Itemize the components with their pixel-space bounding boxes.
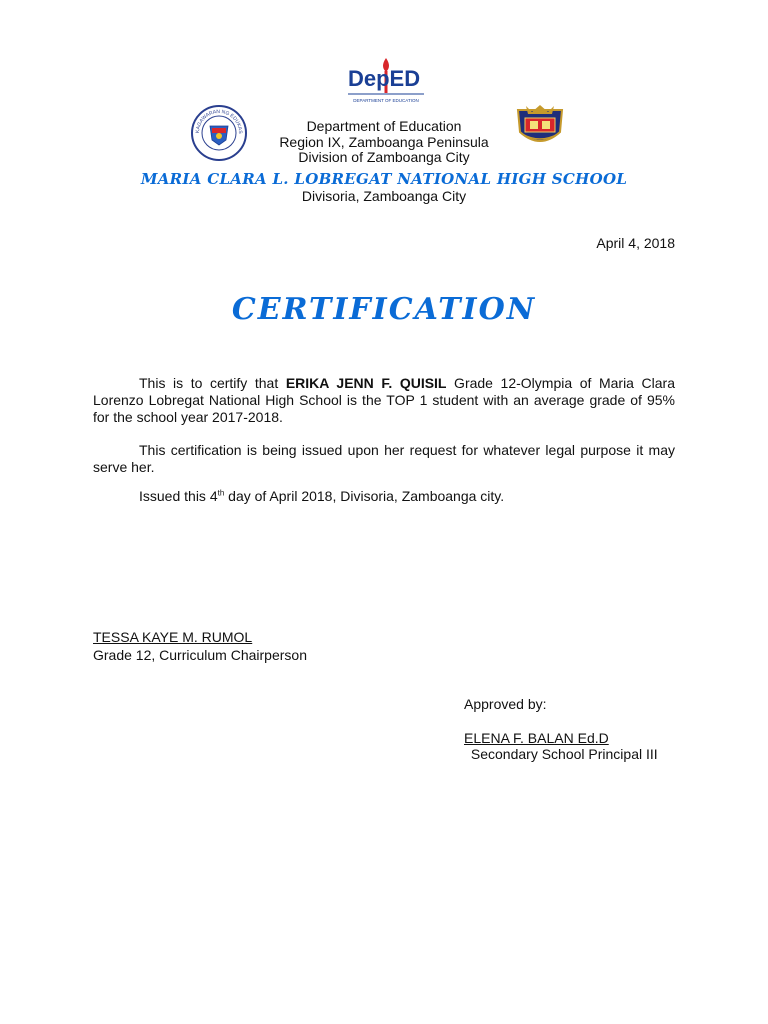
student-name: ERIKA JENN F. QUISIL <box>285 375 447 391</box>
issued-paragraph <box>93 488 675 505</box>
certification-paragraph <box>93 375 675 426</box>
approved-by-label: Approved by: <box>464 696 547 712</box>
document-date: April 4, 2018 <box>596 235 675 251</box>
header-region: Region IX, Zamboanga Peninsula <box>279 134 489 150</box>
header-division: Division of Zamboanga City <box>298 149 470 165</box>
purpose-paragraph: This certification is being issued upon her request for whatever legal purpose it may serve her. <box>93 442 675 475</box>
p3-post: day of April 2018, Divisoria, Zamboanga city. <box>224 488 505 504</box>
school-address: Divisoria, Zamboanga City <box>301 188 467 204</box>
header-department: Department of Education <box>306 118 462 134</box>
p1-post: Grade 12-Olympia of Maria Clara Lorenzo Lobregat National High School is the TOP 1 student with an average grade of 95% for the school year 2017-2018. <box>93 375 675 425</box>
signatory2-title: Secondary School Principal III <box>467 746 658 762</box>
school-name: MARIA CLARA L. LOBREGAT NATIONAL HIGH SCHOOL <box>140 170 628 188</box>
p3-pre: Issued this 4 <box>139 488 218 504</box>
deped-logo-text: DepED <box>348 66 421 91</box>
signatory2-name: ELENA F. BALAN Ed.D <box>464 730 609 746</box>
seal-text: KAGAWARAN NG EDUKAS <box>194 108 244 134</box>
deped-logo-subtext: DEPARTMENT OF EDUCATION <box>353 98 419 103</box>
document-title: CERTIFICATION <box>231 292 537 327</box>
signatory1-title: Grade 12, Curriculum Chairperson <box>93 647 307 663</box>
deped-logo <box>346 56 426 106</box>
p3-sup: th <box>217 488 225 498</box>
p1-pre: This is to certify that <box>139 375 286 391</box>
signatory1-name: TESSA KAYE M. RUMOL <box>93 629 253 645</box>
